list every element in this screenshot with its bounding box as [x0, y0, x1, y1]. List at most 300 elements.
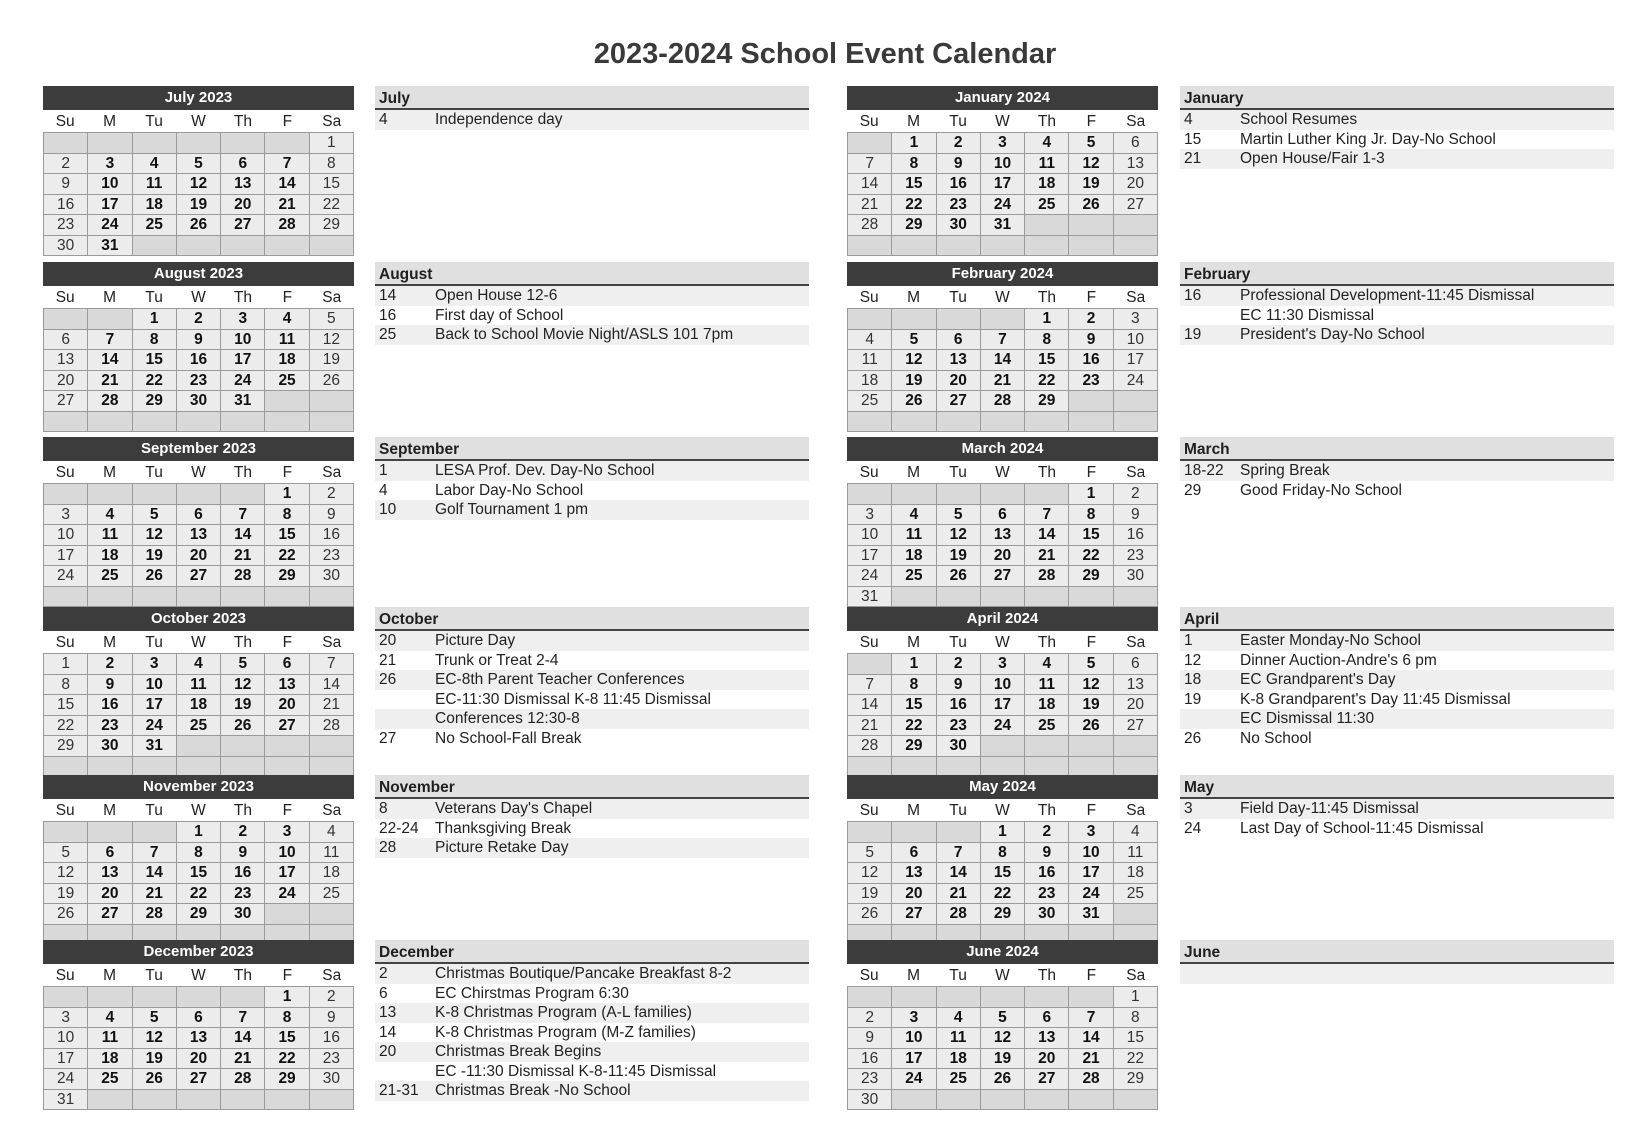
day-cell[interactable]: 14 — [221, 1028, 264, 1048]
day-cell[interactable]: 20 — [937, 371, 980, 391]
day-cell[interactable]: 30 — [177, 391, 220, 411]
day-cell[interactable]: 1 — [265, 484, 308, 504]
day-cell[interactable]: 3 — [44, 505, 87, 525]
day-cell[interactable]: 4 — [937, 1008, 980, 1028]
day-cell[interactable]: 4 — [892, 505, 935, 525]
day-cell[interactable]: 27 — [892, 904, 935, 924]
day-cell[interactable]: 1 — [1069, 484, 1112, 504]
day-cell[interactable]: 29 — [1025, 391, 1068, 411]
day-cell[interactable]: 8 — [133, 330, 176, 350]
day-cell[interactable]: 26 — [981, 1069, 1024, 1089]
day-cell[interactable]: 19 — [221, 695, 264, 715]
day-cell[interactable]: 14 — [981, 350, 1024, 370]
day-cell[interactable]: 18 — [1025, 174, 1068, 194]
day-cell[interactable]: 7 — [221, 1008, 264, 1028]
day-cell[interactable]: 6 — [177, 1008, 220, 1028]
day-cell[interactable]: 19 — [892, 371, 935, 391]
day-cell[interactable]: 23 — [310, 1049, 353, 1069]
day-cell[interactable]: 7 — [848, 154, 891, 174]
day-cell[interactable]: 16 — [937, 174, 980, 194]
day-cell[interactable]: 31 — [1069, 904, 1112, 924]
day-cell[interactable]: 16 — [848, 1049, 891, 1069]
day-cell[interactable]: 28 — [88, 391, 131, 411]
day-cell[interactable]: 18 — [133, 195, 176, 215]
day-cell[interactable]: 16 — [1069, 350, 1112, 370]
day-cell[interactable]: 24 — [88, 215, 131, 235]
day-cell[interactable]: 28 — [221, 566, 264, 586]
day-cell[interactable]: 16 — [177, 350, 220, 370]
day-cell[interactable]: 8 — [44, 675, 87, 695]
day-cell[interactable]: 24 — [133, 716, 176, 736]
day-cell[interactable]: 2 — [1114, 484, 1157, 504]
day-cell[interactable]: 22 — [177, 884, 220, 904]
day-cell[interactable]: 8 — [1025, 330, 1068, 350]
day-cell[interactable]: 4 — [88, 1008, 131, 1028]
day-cell[interactable]: 9 — [937, 675, 980, 695]
day-cell[interactable]: 2 — [88, 654, 131, 674]
day-cell[interactable]: 30 — [310, 566, 353, 586]
day-cell[interactable]: 14 — [265, 174, 308, 194]
day-cell[interactable]: 17 — [981, 695, 1024, 715]
day-cell[interactable]: 15 — [310, 174, 353, 194]
day-cell[interactable]: 2 — [221, 822, 264, 842]
day-cell[interactable]: 11 — [133, 174, 176, 194]
day-cell[interactable]: 3 — [892, 1008, 935, 1028]
day-cell[interactable]: 5 — [221, 654, 264, 674]
day-cell[interactable]: 16 — [221, 863, 264, 883]
day-cell[interactable]: 3 — [1069, 822, 1112, 842]
day-cell[interactable]: 10 — [1114, 330, 1157, 350]
day-cell[interactable]: 27 — [1114, 716, 1157, 736]
day-cell[interactable]: 6 — [981, 505, 1024, 525]
day-cell[interactable]: 19 — [1069, 695, 1112, 715]
day-cell[interactable]: 16 — [937, 695, 980, 715]
day-cell[interactable]: 4 — [1114, 822, 1157, 842]
day-cell[interactable]: 29 — [892, 215, 935, 235]
day-cell[interactable]: 10 — [221, 330, 264, 350]
day-cell[interactable]: 30 — [310, 1069, 353, 1089]
day-cell[interactable]: 8 — [265, 505, 308, 525]
day-cell[interactable]: 12 — [44, 863, 87, 883]
day-cell[interactable]: 26 — [1069, 195, 1112, 215]
day-cell[interactable]: 28 — [1025, 566, 1068, 586]
day-cell[interactable]: 13 — [265, 675, 308, 695]
day-cell[interactable]: 17 — [88, 195, 131, 215]
day-cell[interactable]: 1 — [981, 822, 1024, 842]
day-cell[interactable]: 15 — [1025, 350, 1068, 370]
day-cell[interactable]: 24 — [265, 884, 308, 904]
day-cell[interactable]: 12 — [1069, 675, 1112, 695]
day-cell[interactable]: 21 — [133, 884, 176, 904]
day-cell[interactable]: 12 — [310, 330, 353, 350]
day-cell[interactable]: 9 — [1069, 330, 1112, 350]
day-cell[interactable]: 27 — [44, 391, 87, 411]
day-cell[interactable]: 30 — [44, 236, 87, 256]
day-cell[interactable]: 22 — [265, 546, 308, 566]
day-cell[interactable]: 7 — [133, 843, 176, 863]
day-cell[interactable]: 16 — [1114, 525, 1157, 545]
day-cell[interactable]: 25 — [1114, 884, 1157, 904]
day-cell[interactable]: 12 — [133, 1028, 176, 1048]
day-cell[interactable]: 20 — [177, 546, 220, 566]
day-cell[interactable]: 14 — [133, 863, 176, 883]
day-cell[interactable]: 10 — [88, 174, 131, 194]
day-cell[interactable]: 16 — [44, 195, 87, 215]
day-cell[interactable]: 12 — [221, 675, 264, 695]
day-cell[interactable]: 9 — [310, 1008, 353, 1028]
day-cell[interactable]: 13 — [1025, 1028, 1068, 1048]
day-cell[interactable]: 29 — [44, 736, 87, 756]
day-cell[interactable]: 31 — [133, 736, 176, 756]
day-cell[interactable]: 6 — [88, 843, 131, 863]
day-cell[interactable]: 2 — [937, 133, 980, 153]
day-cell[interactable]: 18 — [177, 695, 220, 715]
day-cell[interactable]: 4 — [1025, 133, 1068, 153]
day-cell[interactable]: 12 — [892, 350, 935, 370]
day-cell[interactable]: 28 — [1069, 1069, 1112, 1089]
day-cell[interactable]: 20 — [265, 695, 308, 715]
day-cell[interactable]: 9 — [177, 330, 220, 350]
day-cell[interactable]: 18 — [88, 546, 131, 566]
day-cell[interactable]: 25 — [937, 1069, 980, 1089]
day-cell[interactable]: 15 — [1069, 525, 1112, 545]
day-cell[interactable]: 22 — [1069, 546, 1112, 566]
day-cell[interactable]: 17 — [44, 546, 87, 566]
day-cell[interactable]: 3 — [44, 1008, 87, 1028]
day-cell[interactable]: 24 — [981, 195, 1024, 215]
day-cell[interactable]: 21 — [310, 695, 353, 715]
day-cell[interactable]: 24 — [981, 716, 1024, 736]
day-cell[interactable]: 2 — [1069, 309, 1112, 329]
day-cell[interactable]: 26 — [310, 371, 353, 391]
day-cell[interactable]: 17 — [265, 863, 308, 883]
day-cell[interactable]: 3 — [221, 309, 264, 329]
day-cell[interactable]: 8 — [310, 154, 353, 174]
day-cell[interactable]: 11 — [265, 330, 308, 350]
day-cell[interactable]: 18 — [310, 863, 353, 883]
day-cell[interactable]: 23 — [1025, 884, 1068, 904]
day-cell[interactable]: 28 — [133, 904, 176, 924]
day-cell[interactable]: 17 — [981, 174, 1024, 194]
day-cell[interactable]: 15 — [892, 695, 935, 715]
day-cell[interactable]: 23 — [848, 1069, 891, 1089]
day-cell[interactable]: 29 — [310, 215, 353, 235]
day-cell[interactable]: 23 — [44, 215, 87, 235]
day-cell[interactable]: 22 — [133, 371, 176, 391]
day-cell[interactable]: 10 — [892, 1028, 935, 1048]
day-cell[interactable]: 27 — [177, 566, 220, 586]
day-cell[interactable]: 25 — [177, 716, 220, 736]
day-cell[interactable]: 22 — [1025, 371, 1068, 391]
day-cell[interactable]: 6 — [221, 154, 264, 174]
day-cell[interactable]: 7 — [1069, 1008, 1112, 1028]
day-cell[interactable]: 3 — [1114, 309, 1157, 329]
day-cell[interactable]: 14 — [848, 695, 891, 715]
day-cell[interactable]: 21 — [1069, 1049, 1112, 1069]
day-cell[interactable]: 15 — [265, 1028, 308, 1048]
day-cell[interactable]: 2 — [1025, 822, 1068, 842]
day-cell[interactable]: 18 — [848, 371, 891, 391]
day-cell[interactable]: 1 — [310, 133, 353, 153]
day-cell[interactable]: 31 — [981, 215, 1024, 235]
day-cell[interactable]: 28 — [848, 215, 891, 235]
day-cell[interactable]: 5 — [177, 154, 220, 174]
day-cell[interactable]: 28 — [221, 1069, 264, 1089]
day-cell[interactable]: 4 — [1025, 654, 1068, 674]
day-cell[interactable]: 20 — [177, 1049, 220, 1069]
day-cell[interactable]: 3 — [133, 654, 176, 674]
day-cell[interactable]: 6 — [1114, 133, 1157, 153]
day-cell[interactable]: 17 — [892, 1049, 935, 1069]
day-cell[interactable]: 20 — [44, 371, 87, 391]
day-cell[interactable]: 6 — [892, 843, 935, 863]
day-cell[interactable]: 24 — [1114, 371, 1157, 391]
day-cell[interactable]: 8 — [177, 843, 220, 863]
day-cell[interactable]: 13 — [1114, 675, 1157, 695]
day-cell[interactable]: 14 — [848, 174, 891, 194]
day-cell[interactable]: 29 — [265, 566, 308, 586]
day-cell[interactable]: 11 — [848, 350, 891, 370]
day-cell[interactable]: 7 — [310, 654, 353, 674]
day-cell[interactable]: 8 — [981, 843, 1024, 863]
day-cell[interactable]: 10 — [265, 843, 308, 863]
day-cell[interactable]: 25 — [88, 1069, 131, 1089]
day-cell[interactable]: 9 — [44, 174, 87, 194]
day-cell[interactable]: 15 — [177, 863, 220, 883]
day-cell[interactable]: 20 — [892, 884, 935, 904]
day-cell[interactable]: 15 — [1114, 1028, 1157, 1048]
day-cell[interactable]: 8 — [1069, 505, 1112, 525]
day-cell[interactable]: 30 — [88, 736, 131, 756]
day-cell[interactable]: 16 — [88, 695, 131, 715]
day-cell[interactable]: 15 — [265, 525, 308, 545]
day-cell[interactable]: 26 — [937, 566, 980, 586]
day-cell[interactable]: 18 — [1025, 695, 1068, 715]
day-cell[interactable]: 1 — [892, 133, 935, 153]
day-cell[interactable]: 31 — [88, 236, 131, 256]
day-cell[interactable]: 12 — [848, 863, 891, 883]
day-cell[interactable]: 1 — [44, 654, 87, 674]
day-cell[interactable]: 17 — [133, 695, 176, 715]
day-cell[interactable]: 5 — [44, 843, 87, 863]
day-cell[interactable]: 19 — [981, 1049, 1024, 1069]
day-cell[interactable]: 13 — [1114, 154, 1157, 174]
day-cell[interactable]: 2 — [310, 987, 353, 1007]
day-cell[interactable]: 22 — [265, 1049, 308, 1069]
day-cell[interactable]: 22 — [981, 884, 1024, 904]
day-cell[interactable]: 11 — [1025, 675, 1068, 695]
day-cell[interactable]: 13 — [177, 1028, 220, 1048]
day-cell[interactable]: 21 — [848, 716, 891, 736]
day-cell[interactable]: 7 — [848, 675, 891, 695]
day-cell[interactable]: 5 — [892, 330, 935, 350]
day-cell[interactable]: 13 — [937, 350, 980, 370]
day-cell[interactable]: 23 — [937, 716, 980, 736]
day-cell[interactable]: 30 — [937, 215, 980, 235]
day-cell[interactable]: 17 — [1069, 863, 1112, 883]
day-cell[interactable]: 7 — [88, 330, 131, 350]
day-cell[interactable]: 1 — [892, 654, 935, 674]
day-cell[interactable]: 20 — [1025, 1049, 1068, 1069]
day-cell[interactable]: 27 — [221, 215, 264, 235]
day-cell[interactable]: 26 — [221, 716, 264, 736]
day-cell[interactable]: 11 — [310, 843, 353, 863]
day-cell[interactable]: 17 — [1114, 350, 1157, 370]
day-cell[interactable]: 25 — [265, 371, 308, 391]
day-cell[interactable]: 5 — [133, 1008, 176, 1028]
day-cell[interactable]: 9 — [88, 675, 131, 695]
day-cell[interactable]: 22 — [44, 716, 87, 736]
day-cell[interactable]: 21 — [221, 1049, 264, 1069]
day-cell[interactable]: 20 — [981, 546, 1024, 566]
day-cell[interactable]: 19 — [1069, 174, 1112, 194]
day-cell[interactable]: 8 — [892, 675, 935, 695]
day-cell[interactable]: 11 — [88, 1028, 131, 1048]
day-cell[interactable]: 7 — [221, 505, 264, 525]
day-cell[interactable]: 6 — [937, 330, 980, 350]
day-cell[interactable]: 19 — [937, 546, 980, 566]
day-cell[interactable]: 30 — [1025, 904, 1068, 924]
day-cell[interactable]: 11 — [1025, 154, 1068, 174]
day-cell[interactable]: 27 — [981, 566, 1024, 586]
day-cell[interactable]: 9 — [310, 505, 353, 525]
day-cell[interactable]: 10 — [981, 154, 1024, 174]
day-cell[interactable]: 22 — [892, 716, 935, 736]
day-cell[interactable]: 12 — [937, 525, 980, 545]
day-cell[interactable]: 23 — [937, 195, 980, 215]
day-cell[interactable]: 26 — [133, 1069, 176, 1089]
day-cell[interactable]: 26 — [177, 215, 220, 235]
day-cell[interactable]: 24 — [1069, 884, 1112, 904]
day-cell[interactable]: 3 — [848, 505, 891, 525]
day-cell[interactable]: 5 — [848, 843, 891, 863]
day-cell[interactable]: 10 — [133, 675, 176, 695]
day-cell[interactable]: 13 — [44, 350, 87, 370]
day-cell[interactable]: 1 — [1025, 309, 1068, 329]
day-cell[interactable]: 14 — [88, 350, 131, 370]
day-cell[interactable]: 10 — [848, 525, 891, 545]
day-cell[interactable]: 16 — [310, 525, 353, 545]
day-cell[interactable]: 10 — [1069, 843, 1112, 863]
day-cell[interactable]: 26 — [892, 391, 935, 411]
day-cell[interactable]: 10 — [44, 525, 87, 545]
day-cell[interactable]: 5 — [1069, 654, 1112, 674]
day-cell[interactable]: 25 — [848, 391, 891, 411]
day-cell[interactable]: 5 — [133, 505, 176, 525]
day-cell[interactable]: 22 — [310, 195, 353, 215]
day-cell[interactable]: 30 — [848, 1090, 891, 1110]
day-cell[interactable]: 25 — [1025, 195, 1068, 215]
day-cell[interactable]: 30 — [1114, 566, 1157, 586]
day-cell[interactable]: 8 — [892, 154, 935, 174]
day-cell[interactable]: 19 — [848, 884, 891, 904]
day-cell[interactable]: 23 — [88, 716, 131, 736]
day-cell[interactable]: 11 — [177, 675, 220, 695]
day-cell[interactable]: 9 — [1025, 843, 1068, 863]
day-cell[interactable]: 5 — [1069, 133, 1112, 153]
day-cell[interactable]: 25 — [88, 566, 131, 586]
day-cell[interactable]: 22 — [892, 195, 935, 215]
day-cell[interactable]: 24 — [848, 566, 891, 586]
day-cell[interactable]: 5 — [310, 309, 353, 329]
day-cell[interactable]: 6 — [44, 330, 87, 350]
day-cell[interactable]: 23 — [177, 371, 220, 391]
day-cell[interactable]: 20 — [1114, 695, 1157, 715]
day-cell[interactable]: 11 — [88, 525, 131, 545]
day-cell[interactable]: 11 — [937, 1028, 980, 1048]
day-cell[interactable]: 12 — [133, 525, 176, 545]
day-cell[interactable]: 4 — [88, 505, 131, 525]
day-cell[interactable]: 4 — [265, 309, 308, 329]
day-cell[interactable]: 19 — [133, 1049, 176, 1069]
day-cell[interactable]: 20 — [88, 884, 131, 904]
day-cell[interactable]: 13 — [981, 525, 1024, 545]
day-cell[interactable]: 1 — [1114, 987, 1157, 1007]
day-cell[interactable]: 31 — [848, 587, 891, 607]
day-cell[interactable]: 24 — [892, 1069, 935, 1089]
day-cell[interactable]: 15 — [44, 695, 87, 715]
day-cell[interactable]: 19 — [44, 884, 87, 904]
day-cell[interactable]: 28 — [981, 391, 1024, 411]
day-cell[interactable]: 6 — [1025, 1008, 1068, 1028]
day-cell[interactable]: 12 — [177, 174, 220, 194]
day-cell[interactable]: 26 — [44, 904, 87, 924]
day-cell[interactable]: 4 — [133, 154, 176, 174]
day-cell[interactable]: 10 — [981, 675, 1024, 695]
day-cell[interactable]: 19 — [310, 350, 353, 370]
day-cell[interactable]: 28 — [265, 215, 308, 235]
day-cell[interactable]: 9 — [848, 1028, 891, 1048]
day-cell[interactable]: 1 — [133, 309, 176, 329]
day-cell[interactable]: 19 — [133, 546, 176, 566]
day-cell[interactable]: 3 — [981, 133, 1024, 153]
day-cell[interactable]: 5 — [937, 505, 980, 525]
day-cell[interactable]: 20 — [221, 195, 264, 215]
day-cell[interactable]: 11 — [892, 525, 935, 545]
day-cell[interactable]: 29 — [981, 904, 1024, 924]
day-cell[interactable]: 30 — [937, 736, 980, 756]
day-cell[interactable]: 20 — [1114, 174, 1157, 194]
day-cell[interactable]: 16 — [310, 1028, 353, 1048]
day-cell[interactable]: 13 — [88, 863, 131, 883]
day-cell[interactable]: 28 — [937, 904, 980, 924]
day-cell[interactable]: 28 — [310, 716, 353, 736]
day-cell[interactable]: 2 — [310, 484, 353, 504]
day-cell[interactable]: 5 — [981, 1008, 1024, 1028]
day-cell[interactable]: 23 — [221, 884, 264, 904]
day-cell[interactable]: 29 — [1069, 566, 1112, 586]
day-cell[interactable]: 21 — [265, 195, 308, 215]
day-cell[interactable]: 23 — [1069, 371, 1112, 391]
day-cell[interactable]: 7 — [981, 330, 1024, 350]
day-cell[interactable]: 10 — [44, 1028, 87, 1048]
day-cell[interactable]: 27 — [1025, 1069, 1068, 1089]
day-cell[interactable]: 14 — [310, 675, 353, 695]
day-cell[interactable]: 6 — [265, 654, 308, 674]
day-cell[interactable]: 25 — [892, 566, 935, 586]
day-cell[interactable]: 21 — [981, 371, 1024, 391]
day-cell[interactable]: 28 — [848, 736, 891, 756]
day-cell[interactable]: 13 — [177, 525, 220, 545]
day-cell[interactable]: 15 — [981, 863, 1024, 883]
day-cell[interactable]: 18 — [892, 546, 935, 566]
day-cell[interactable]: 4 — [310, 822, 353, 842]
day-cell[interactable]: 27 — [1114, 195, 1157, 215]
day-cell[interactable]: 7 — [937, 843, 980, 863]
day-cell[interactable]: 11 — [1114, 843, 1157, 863]
day-cell[interactable]: 9 — [937, 154, 980, 174]
day-cell[interactable]: 14 — [221, 525, 264, 545]
